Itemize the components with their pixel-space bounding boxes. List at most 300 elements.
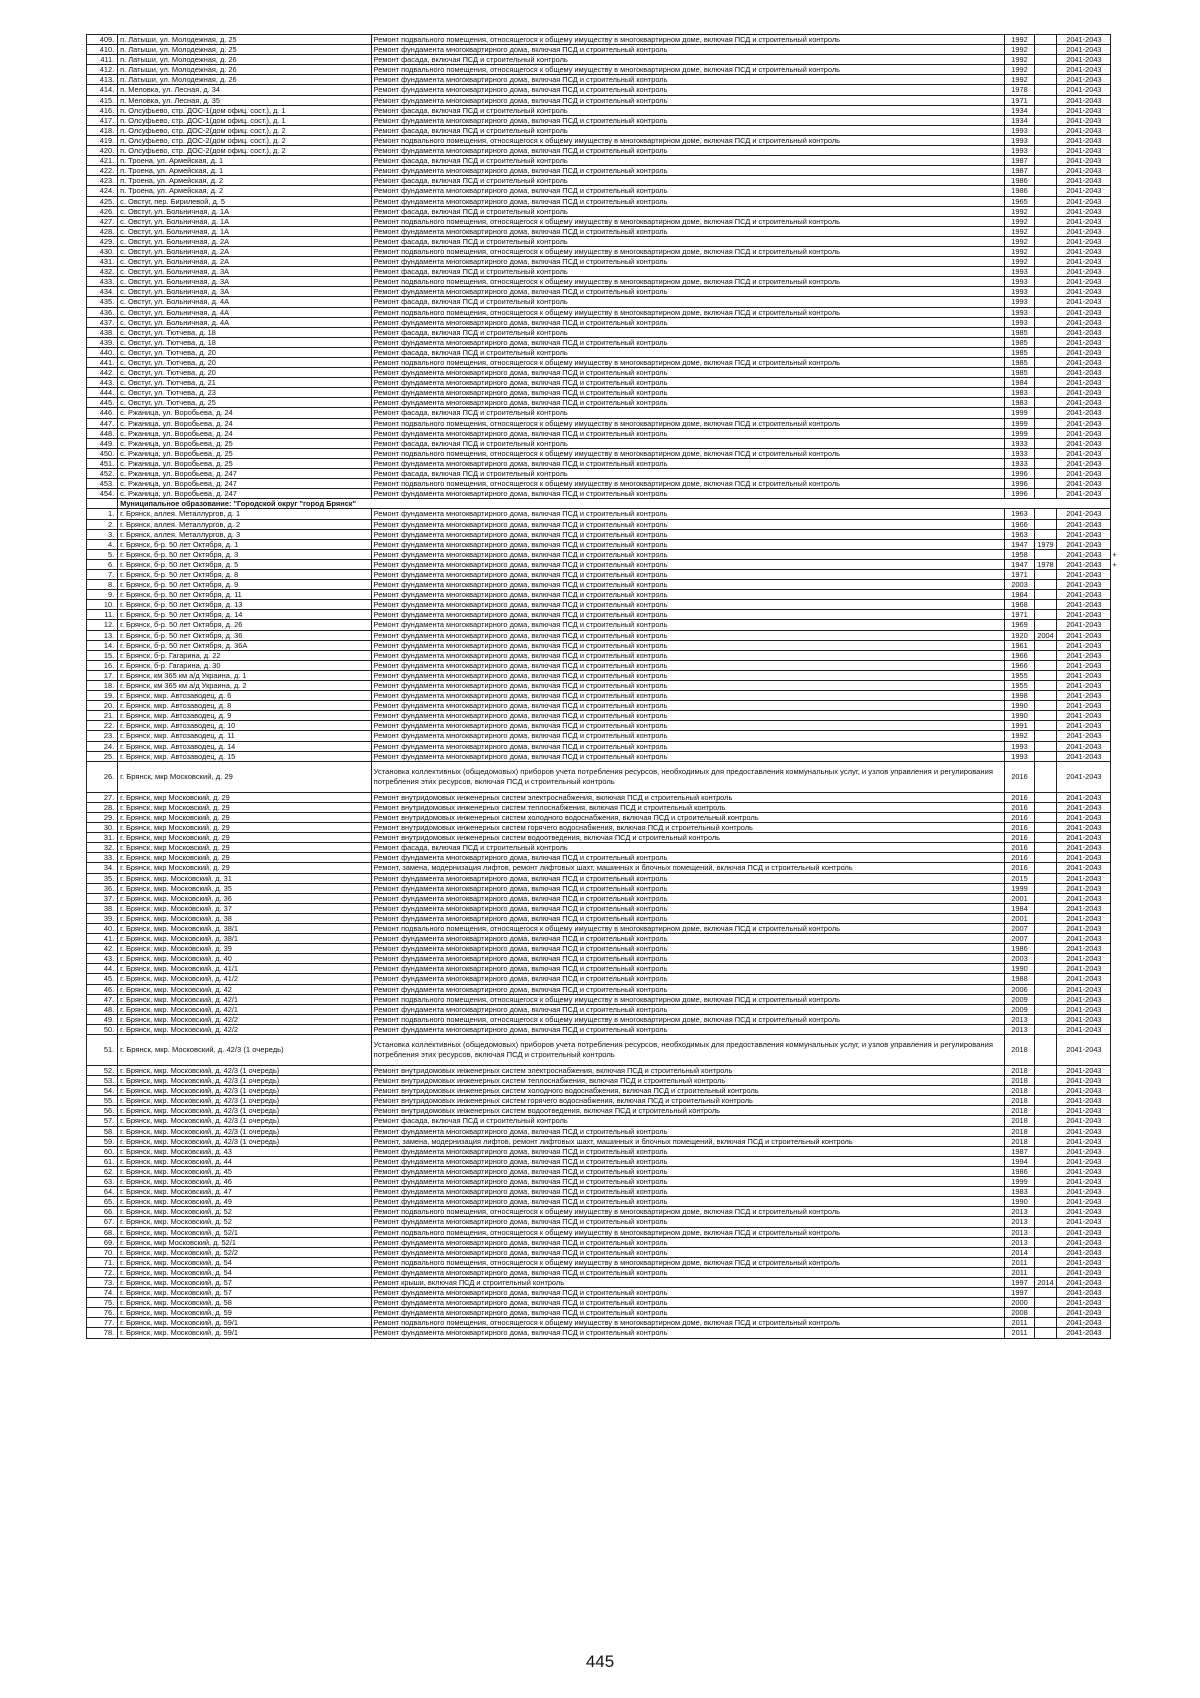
row-number-cell: 26. — [87, 761, 118, 792]
address-cell: с. Овстуг, ул. Тютчева, д. 18 — [118, 327, 372, 337]
row-number-cell: 409. — [87, 35, 118, 45]
reconstruction-year-cell — [1034, 156, 1057, 166]
work-type-cell: Ремонт фасада, включая ПСД и строительный контроль — [371, 206, 1005, 216]
mark-cell — [1111, 146, 1126, 156]
mark-cell — [1111, 580, 1126, 590]
mark-cell — [1111, 1227, 1126, 1237]
mark-cell — [1111, 438, 1126, 448]
work-type-cell: Ремонт подвального помещения, относящегося к общему имуществу в многоквартирном доме, включая ПСД и строительный контроль — [371, 448, 1005, 458]
table-row — [87, 65, 1126, 75]
work-type-cell: Ремонт фундамента многоквартирного дома, включая ПСД и строительный контроль — [371, 1267, 1005, 1277]
build-year-cell: 1983 — [1005, 1187, 1034, 1197]
table-row — [87, 146, 1126, 156]
work-type-cell: Ремонт подвального помещения, относящегося к общему имуществу в многоквартирном доме, включая ПСД и строительный контроль — [371, 418, 1005, 428]
table-row — [87, 327, 1126, 337]
row-number-cell: 47. — [87, 994, 118, 1004]
row-number-cell: 46. — [87, 984, 118, 994]
build-year-cell: 2014 — [1005, 1247, 1034, 1257]
address-cell: г. Брянск, аллея. Металлургов, д. 1 — [118, 509, 372, 519]
build-year-cell: 1994 — [1005, 1156, 1034, 1166]
table-row — [87, 751, 1126, 761]
work-type-cell: Ремонт подвального помещения, относящегося к общему имуществу в многоквартирном доме, включая ПСД и строительный контроль — [371, 479, 1005, 489]
work-type-cell: Ремонт фундамента многоквартирного дома, включая ПСД и строительный контроль — [371, 398, 1005, 408]
repair-period-cell: 2041-2043 — [1057, 1014, 1111, 1024]
table-row — [87, 569, 1126, 579]
row-number-cell: 452. — [87, 469, 118, 479]
reconstruction-year-cell — [1034, 812, 1057, 822]
work-type-cell: Ремонт фасада, включая ПСД и строительный контроль — [371, 105, 1005, 115]
build-year-cell: 2013 — [1005, 1024, 1034, 1034]
row-number-cell: 453. — [87, 479, 118, 489]
address-cell: г. Брянск, мкр. Автозаводец, д. 14 — [118, 741, 372, 751]
reconstruction-year-cell — [1034, 600, 1057, 610]
row-number-cell: 56. — [87, 1106, 118, 1116]
build-year-cell: 2003 — [1005, 954, 1034, 964]
build-year-cell: 1992 — [1005, 216, 1034, 226]
table-row — [87, 1014, 1126, 1024]
row-number-cell: 451. — [87, 458, 118, 468]
table-row — [87, 802, 1126, 812]
build-year-cell: 2018 — [1005, 1126, 1034, 1136]
build-year-cell: 2018 — [1005, 1136, 1034, 1146]
build-year-cell: 1993 — [1005, 741, 1034, 751]
address-cell: г. Брянск, мкр. Московский, д. 41/2 — [118, 974, 372, 984]
row-number-cell: 67. — [87, 1217, 118, 1227]
address-cell: п. Олсуфьево, стр. ДОС-1(дом офиц. сост.), д. 1 — [118, 115, 372, 125]
build-year-cell: 1934 — [1005, 105, 1034, 115]
build-year-cell: 2013 — [1005, 1227, 1034, 1237]
address-cell: г. Брянск, мкр. Московский, д. 57 — [118, 1288, 372, 1298]
build-year-cell: 2016 — [1005, 823, 1034, 833]
row-number-cell: 445. — [87, 398, 118, 408]
build-year-cell: 1999 — [1005, 1177, 1034, 1187]
work-type-cell: Ремонт фундамента многоквартирного дома, включая ПСД и строительный контроль — [371, 1247, 1005, 1257]
row-number-cell: 27. — [87, 792, 118, 802]
row-number-cell: 76. — [87, 1308, 118, 1318]
table-row — [87, 923, 1126, 933]
row-number-cell: 420. — [87, 146, 118, 156]
mark-cell — [1111, 630, 1126, 640]
reconstruction-year-cell — [1034, 863, 1057, 873]
repair-period-cell: 2041-2043 — [1057, 529, 1111, 539]
repair-period-cell: 2041-2043 — [1057, 944, 1111, 954]
table-row — [87, 701, 1126, 711]
row-number-cell: 423. — [87, 176, 118, 186]
row-number-cell: 442. — [87, 368, 118, 378]
work-type-cell: Ремонт внутридомовых инженерных систем электроснабжения, включая ПСД и строительный контроль — [371, 1066, 1005, 1076]
reconstruction-year-cell — [1034, 1146, 1057, 1156]
work-type-cell: Ремонт подвального помещения, относящегося к общему имуществу в многоквартирном доме, включая ПСД и строительный контроль — [371, 135, 1005, 145]
address-cell: г. Брянск, мкр. Московский, д. 52/2 — [118, 1247, 372, 1257]
row-number-cell: 12. — [87, 620, 118, 630]
work-type-cell: Ремонт внутридомовых инженерных систем теплоснабжения, включая ПСД и строительный контроль — [371, 802, 1005, 812]
reconstruction-year-cell — [1034, 135, 1057, 145]
build-year-cell: 2016 — [1005, 802, 1034, 812]
repair-period-cell: 2041-2043 — [1057, 539, 1111, 549]
work-type-cell: Ремонт внутридомовых инженерных систем горячего водоснабжения, включая ПСД и строительный контроль — [371, 823, 1005, 833]
mark-cell — [1111, 974, 1126, 984]
reconstruction-year-cell — [1034, 378, 1057, 388]
repair-period-cell: 2041-2043 — [1057, 1116, 1111, 1126]
table-row — [87, 1136, 1126, 1146]
reconstruction-year-cell — [1034, 590, 1057, 600]
repair-period-cell: 2041-2043 — [1057, 670, 1111, 680]
work-type-cell: Ремонт фундамента многоквартирного дома, включая ПСД и строительный контроль — [371, 519, 1005, 529]
build-year-cell: 1987 — [1005, 166, 1034, 176]
reconstruction-year-cell — [1034, 670, 1057, 680]
work-type-cell: Ремонт фундамента многоквартирного дома, включая ПСД и строительный контроль — [371, 701, 1005, 711]
repair-period-cell: 2041-2043 — [1057, 863, 1111, 873]
reconstruction-year-cell — [1034, 428, 1057, 438]
reconstruction-year-cell — [1034, 610, 1057, 620]
reconstruction-year-cell — [1034, 95, 1057, 105]
build-year-cell: 1999 — [1005, 408, 1034, 418]
reconstruction-year-cell — [1034, 297, 1057, 307]
table-row — [87, 226, 1126, 236]
row-number-cell: 449. — [87, 438, 118, 448]
repair-period-cell: 2041-2043 — [1057, 115, 1111, 125]
build-year-cell: 1965 — [1005, 196, 1034, 206]
repair-period-cell: 2041-2043 — [1057, 1146, 1111, 1156]
row-number-cell: 416. — [87, 105, 118, 115]
work-type-cell: Ремонт фундамента многоквартирного дома, включая ПСД и строительный контроль — [371, 721, 1005, 731]
address-cell: г. Брянск, мкр. Московский, д. 35 — [118, 883, 372, 893]
repair-period-cell: 2041-2043 — [1057, 569, 1111, 579]
work-type-cell: Ремонт подвального помещения, относящегося к общему имуществу в многоквартирном доме, включая ПСД и строительный контроль — [371, 216, 1005, 226]
repair-period-cell: 2041-2043 — [1057, 761, 1111, 792]
work-type-cell: Ремонт фундамента многоквартирного дома, включая ПСД и строительный контроль — [371, 378, 1005, 388]
mark-cell — [1111, 469, 1126, 479]
work-type-cell: Ремонт фундамента многоквартирного дома, включая ПСД и строительный контроль — [371, 1004, 1005, 1014]
row-number-cell: 446. — [87, 408, 118, 418]
mark-cell — [1111, 1318, 1126, 1328]
repair-period-cell: 2041-2043 — [1057, 691, 1111, 701]
table-row — [87, 670, 1126, 680]
row-number-cell: 65. — [87, 1197, 118, 1207]
repair-period-cell: 2041-2043 — [1057, 873, 1111, 883]
work-type-cell: Установка коллективных (общедомовых) приборов учета потребления ресурсов, необходимых для предоставления коммунальных услуг, и узлов управления и регулирования потребления этих ресурсов, включая ПСД и строительный контроль — [371, 761, 1005, 792]
repair-period-cell: 2041-2043 — [1057, 600, 1111, 610]
row-number-cell: 23. — [87, 731, 118, 741]
address-cell: г. Брянск, мкр Московский, д. 29 — [118, 802, 372, 812]
address-cell: с. Овстуг, ул. Больничная, д. 2А — [118, 236, 372, 246]
mark-cell — [1111, 1146, 1126, 1156]
repair-period-cell: 2041-2043 — [1057, 307, 1111, 317]
table-row — [87, 1004, 1126, 1014]
table-row — [87, 337, 1126, 347]
row-number-cell: 60. — [87, 1146, 118, 1156]
address-cell: п. Троена, ул. Армейская, д. 1 — [118, 166, 372, 176]
address-cell: с. Овстуг, ул. Тютчева, д. 20 — [118, 347, 372, 357]
repair-period-cell: 2041-2043 — [1057, 1227, 1111, 1237]
mark-cell — [1111, 95, 1126, 105]
address-cell: с. Ржаница, ул. Воробьева, д. 247 — [118, 469, 372, 479]
work-type-cell: Ремонт подвального помещения, относящегося к общему имуществу в многоквартирном доме, включая ПСД и строительный контроль — [371, 307, 1005, 317]
row-number-cell: 428. — [87, 226, 118, 236]
build-year-cell: 1998 — [1005, 691, 1034, 701]
work-type-cell: Ремонт фундамента многоквартирного дома, включая ПСД и строительный контроль — [371, 569, 1005, 579]
table-row — [87, 1086, 1126, 1096]
mark-cell — [1111, 1096, 1126, 1106]
reconstruction-year-cell — [1034, 569, 1057, 579]
address-cell: г. Брянск, мкр. Автозаводец, д. 11 — [118, 731, 372, 741]
build-year-cell: 1992 — [1005, 246, 1034, 256]
repair-period-cell: 2041-2043 — [1057, 166, 1111, 176]
build-year-cell: 1999 — [1005, 883, 1034, 893]
work-type-cell: Ремонт фундамента многоквартирного дома, включая ПСД и строительный контроль — [371, 529, 1005, 539]
build-year-cell: 1992 — [1005, 75, 1034, 85]
repair-period-cell: 2041-2043 — [1057, 206, 1111, 216]
table-row — [87, 1116, 1126, 1126]
reconstruction-year-cell — [1034, 873, 1057, 883]
address-cell: г. Брянск, мкр Московский, д. 29 — [118, 823, 372, 833]
row-number-cell: 75. — [87, 1298, 118, 1308]
address-cell: г. Брянск, мкр. Московский, д. 42/2 — [118, 1024, 372, 1034]
repair-period-cell: 2041-2043 — [1057, 368, 1111, 378]
reconstruction-year-cell — [1034, 529, 1057, 539]
table-row — [87, 711, 1126, 721]
table-row — [87, 1187, 1126, 1197]
work-type-cell: Ремонт фундамента многоквартирного дома, включая ПСД и строительный контроль — [371, 670, 1005, 680]
row-number-cell: 25. — [87, 751, 118, 761]
table-row — [87, 115, 1126, 125]
work-type-cell: Ремонт фундамента многоквартирного дома, включая ПСД и строительный контроль — [371, 1156, 1005, 1166]
table-row — [87, 1257, 1126, 1267]
work-type-cell: Ремонт фундамента многоквартирного дома, включая ПСД и строительный контроль — [371, 95, 1005, 105]
address-cell: г. Брянск, мкр. Московский, д. 54 — [118, 1257, 372, 1267]
row-number-cell: 11. — [87, 610, 118, 620]
table-row — [87, 246, 1126, 256]
repair-period-cell: 2041-2043 — [1057, 408, 1111, 418]
table-row — [87, 843, 1126, 853]
repair-period-cell: 2041-2043 — [1057, 398, 1111, 408]
address-cell: г. Брянск, мкр. Московский, д. 42/3 (1 очередь) — [118, 1116, 372, 1126]
reconstruction-year-cell — [1034, 226, 1057, 236]
work-type-cell: Ремонт фундамента многоквартирного дома, включая ПСД и строительный контроль — [371, 640, 1005, 650]
repair-period-cell: 2041-2043 — [1057, 519, 1111, 529]
mark-cell — [1111, 196, 1126, 206]
work-type-cell: Ремонт фундамента многоквартирного дома, включая ПСД и строительный контроль — [371, 650, 1005, 660]
table-row — [87, 1076, 1126, 1086]
reconstruction-year-cell — [1034, 489, 1057, 499]
work-type-cell: Ремонт фундамента многоквартирного дома, включая ПСД и строительный контроль — [371, 549, 1005, 559]
repair-period-cell: 2041-2043 — [1057, 853, 1111, 863]
row-number-cell: 39. — [87, 913, 118, 923]
reconstruction-year-cell — [1034, 1187, 1057, 1197]
table-row — [87, 681, 1126, 691]
table-row — [87, 1166, 1126, 1176]
repair-period-cell: 2041-2043 — [1057, 297, 1111, 307]
mark-cell — [1111, 337, 1126, 347]
build-year-cell: 1996 — [1005, 489, 1034, 499]
address-cell: с. Овстуг, ул. Больничная, д. 1А — [118, 216, 372, 226]
address-cell: г. Брянск, мкр Московский, д. 29 — [118, 863, 372, 873]
row-number-cell: 28. — [87, 802, 118, 812]
table-row — [87, 1106, 1126, 1116]
build-year-cell: 2018 — [1005, 1076, 1034, 1086]
table-row — [87, 1156, 1126, 1166]
reconstruction-year-cell — [1034, 196, 1057, 206]
table-body-top — [87, 35, 1126, 499]
table-row — [87, 863, 1126, 873]
address-cell: г. Брянск, мкр. Московский, д. 38 — [118, 913, 372, 923]
mark-cell — [1111, 1277, 1126, 1287]
mark-cell — [1111, 216, 1126, 226]
address-cell: г. Брянск, мкр. Автозаводец, д. 15 — [118, 751, 372, 761]
build-year-cell: 2016 — [1005, 761, 1034, 792]
repair-period-cell: 2041-2043 — [1057, 1207, 1111, 1217]
build-year-cell: 1985 — [1005, 337, 1034, 347]
reconstruction-year-cell — [1034, 1298, 1057, 1308]
mark-cell: + — [1112, 559, 1117, 569]
mark-cell — [1111, 883, 1126, 893]
mark-cell — [1111, 125, 1126, 135]
build-year-cell: 1993 — [1005, 135, 1034, 145]
reconstruction-year-cell — [1034, 1014, 1057, 1024]
table-row — [87, 196, 1126, 206]
row-number-cell: 443. — [87, 378, 118, 388]
row-number-cell: 454. — [87, 489, 118, 499]
repair-period-cell: 2041-2043 — [1057, 1086, 1111, 1096]
table-row — [87, 731, 1126, 741]
work-type-cell: Ремонт внутридомовых инженерных систем водоотведения, включая ПСД и строительный контроль — [371, 1106, 1005, 1116]
address-cell: с. Овстуг, ул. Тютчева, д. 21 — [118, 378, 372, 388]
row-number-cell: 6. — [87, 559, 118, 569]
work-type-cell: Ремонт фундамента многоквартирного дома, включая ПСД и строительный контроль — [371, 186, 1005, 196]
repair-period-cell: 2041-2043 — [1057, 751, 1111, 761]
row-number-cell: 436. — [87, 307, 118, 317]
work-type-cell: Ремонт фундамента многоквартирного дома, включая ПСД и строительный контроль — [371, 539, 1005, 549]
reconstruction-year-cell — [1034, 1288, 1057, 1298]
table-row — [87, 267, 1126, 277]
work-type-cell: Ремонт фундамента многоквартирного дома, включая ПСД и строительный контроль — [371, 974, 1005, 984]
row-number-cell: 432. — [87, 267, 118, 277]
repair-period-cell: 2041-2043 — [1057, 479, 1111, 489]
work-type-cell: Ремонт фундамента многоквартирного дома, включая ПСД и строительный контроль — [371, 388, 1005, 398]
row-number-cell: 45. — [87, 974, 118, 984]
address-cell: с. Ржаница, ул. Воробьева, д. 25 — [118, 448, 372, 458]
build-year-cell: 2018 — [1005, 1096, 1034, 1106]
repair-period-cell: 2041-2043 — [1057, 65, 1111, 75]
address-cell: г. Брянск, мкр. Московский, д. 59/1 — [118, 1328, 372, 1338]
table-row — [87, 1217, 1126, 1227]
work-type-cell: Ремонт фасада, включая ПСД и строительный контроль — [371, 156, 1005, 166]
address-cell: г. Брянск, мкр. Московский, д. 59/1 — [118, 1318, 372, 1328]
mark-cell — [1111, 479, 1126, 489]
address-cell: г. Брянск, аллея. Металлургов, д. 2 — [118, 519, 372, 529]
address-cell: п. Олсуфьево, стр. ДОС-1(дом офиц. сост.), д. 1 — [118, 105, 372, 115]
build-year-cell: 2007 — [1005, 923, 1034, 933]
repair-period-cell: 2041-2043 — [1057, 1277, 1111, 1287]
row-number-cell: 411. — [87, 55, 118, 65]
mark-cell — [1111, 55, 1126, 65]
mark-cell — [1111, 509, 1126, 519]
address-cell: г. Брянск, мкр. Московский, д. 42/1 — [118, 1004, 372, 1014]
build-year-cell: 2008 — [1005, 1308, 1034, 1318]
address-cell: г. Брянск, мкр. Московский, д. 46 — [118, 1177, 372, 1187]
row-number-cell: 49. — [87, 1014, 118, 1024]
mark-cell — [1111, 499, 1126, 509]
mark-cell — [1111, 277, 1126, 287]
build-year-cell: 2009 — [1005, 1004, 1034, 1014]
work-type-cell: Ремонт фундамента многоквартирного дома, включая ПСД и строительный контроль — [371, 115, 1005, 125]
row-number-cell: 424. — [87, 186, 118, 196]
row-number-cell: 55. — [87, 1096, 118, 1106]
repair-period-cell: 2041-2043 — [1057, 1136, 1111, 1146]
mark-cell — [1111, 802, 1126, 812]
reconstruction-year-cell — [1034, 388, 1057, 398]
table-row — [87, 125, 1126, 135]
address-cell: г. Брянск, мкр. Московский, д. 37 — [118, 903, 372, 913]
address-cell: г. Брянск, б-р. 50 лет Октября, д. 3 — [118, 549, 372, 559]
reconstruction-year-cell — [1034, 934, 1057, 944]
address-cell: г. Брянск, мкр. Московский, д. 42/3 (1 очередь) — [118, 1066, 372, 1076]
reconstruction-year-cell — [1034, 701, 1057, 711]
reconstruction-year-cell — [1034, 55, 1057, 65]
build-year-cell: 1990 — [1005, 964, 1034, 974]
build-year-cell: 2013 — [1005, 1217, 1034, 1227]
address-cell: г. Брянск, мкр. Московский, д. 40 — [118, 954, 372, 964]
build-year-cell: 1999 — [1005, 428, 1034, 438]
table-row — [87, 368, 1126, 378]
build-year-cell: 1964 — [1005, 590, 1034, 600]
row-number-cell: 438. — [87, 327, 118, 337]
address-cell: г. Брянск, мкр Московский, д. 29 — [118, 812, 372, 822]
reconstruction-year-cell — [1034, 1035, 1057, 1066]
build-year-cell: 1993 — [1005, 307, 1034, 317]
row-number-cell: 42. — [87, 944, 118, 954]
repair-period-cell: 2041-2043 — [1057, 438, 1111, 448]
mark-cell — [1111, 226, 1126, 236]
repair-period-cell: 2041-2043 — [1057, 843, 1111, 853]
mark-cell — [1111, 529, 1126, 539]
reconstruction-year-cell — [1034, 1166, 1057, 1176]
repair-period-cell: 2041-2043 — [1057, 35, 1111, 45]
build-year-cell: 1991 — [1005, 721, 1034, 731]
mark-cell — [1111, 267, 1126, 277]
repair-period-cell: 2041-2043 — [1057, 176, 1111, 186]
mark-cell — [1111, 1267, 1126, 1277]
row-number-cell: 444. — [87, 388, 118, 398]
work-type-cell: Ремонт фундамента многоквартирного дома, включая ПСД и строительный контроль — [371, 944, 1005, 954]
build-year-cell: 1992 — [1005, 731, 1034, 741]
work-type-cell: Установка коллективных (общедомовых) приборов учета потребления ресурсов, необходимых для предоставления коммунальных услуг, и узлов управления и регулирования потребления этих ресурсов, включая ПСД и строительный контроль — [371, 1035, 1005, 1066]
table-row — [87, 378, 1126, 388]
reconstruction-year-cell: 1979 — [1034, 539, 1057, 549]
row-number-cell: 41. — [87, 934, 118, 944]
build-year-cell: 1993 — [1005, 297, 1034, 307]
mark-cell — [1111, 1257, 1126, 1267]
address-cell: п. Меловка, ул. Лесная, д. 35 — [118, 95, 372, 105]
repair-period-cell: 2041-2043 — [1057, 186, 1111, 196]
repair-period-cell: 2041-2043 — [1057, 1217, 1111, 1227]
table-row — [87, 903, 1126, 913]
build-year-cell: 1971 — [1005, 610, 1034, 620]
mark-cell — [1111, 489, 1126, 499]
address-cell: с. Овстуг, ул. Больничная, д. 3А — [118, 277, 372, 287]
row-number-cell: 64. — [87, 1187, 118, 1197]
address-cell: с. Овстуг, пер. Бирилевой, д. 5 — [118, 196, 372, 206]
row-number-cell: 71. — [87, 1257, 118, 1267]
repair-period-cell: 2041-2043 — [1057, 923, 1111, 933]
build-year-cell: 1990 — [1005, 711, 1034, 721]
build-year-cell: 1993 — [1005, 146, 1034, 156]
table-row — [87, 418, 1126, 428]
repair-period-cell: 2041-2043 — [1057, 156, 1111, 166]
reconstruction-year-cell — [1034, 176, 1057, 186]
build-year-cell: 1966 — [1005, 519, 1034, 529]
reconstruction-year-cell — [1034, 1024, 1057, 1034]
